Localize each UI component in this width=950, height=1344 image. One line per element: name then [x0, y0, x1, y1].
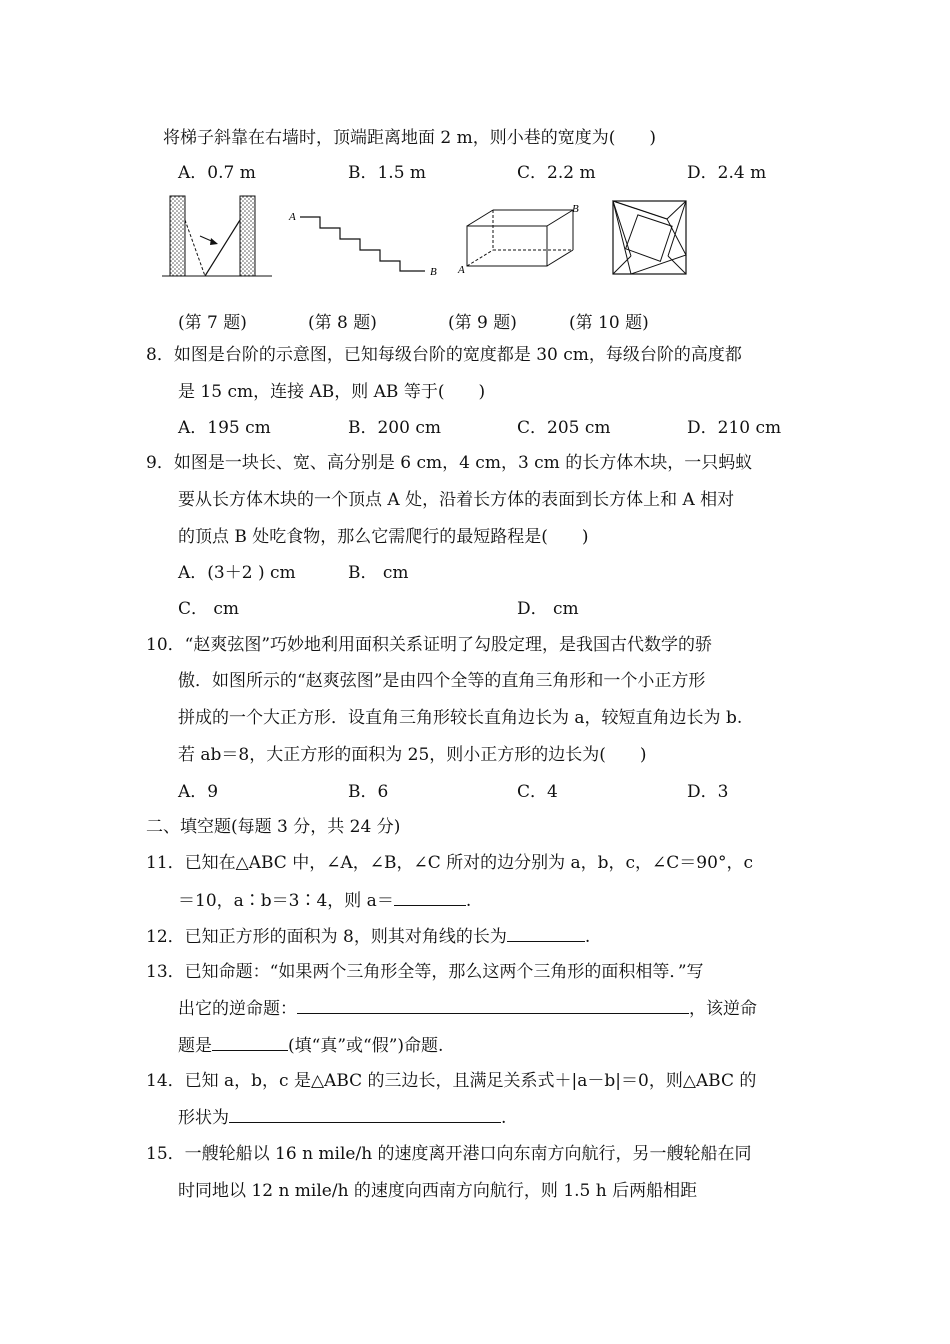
- q13-line1: 13．已知命题：“如果两个三角形全等，那么这两个三角形的面积相等．”写: [146, 962, 704, 982]
- right-wall: [240, 196, 255, 276]
- answer-blank: [394, 889, 466, 906]
- left-wall: [170, 196, 185, 276]
- q13-line3-end: (填“真”或“假”)命题.: [288, 1036, 444, 1056]
- q7-text: 将梯子斜靠在右墙时，顶端距离地面 2 m，则小巷的宽度为( ): [163, 128, 657, 148]
- answer-blank: [229, 1106, 501, 1123]
- q14-line2-text: 形状为: [178, 1108, 229, 1128]
- q7-option-d: D．2.4 m: [687, 163, 767, 183]
- q8-option-d: D．210 cm: [687, 418, 782, 438]
- q11-line2-text: ＝10，a∶b＝3∶4，则 a＝: [178, 891, 394, 911]
- q10-line4: 若 ab＝8，大正方形的面积为 25，则小正方形的边长为( ): [178, 745, 647, 765]
- q14-line1: 14．已知 a，b，c 是△ABC 的三边长，且满足关系式＋|a－b|＝0，则△ABC 的: [146, 1071, 757, 1091]
- q11-line1: 11．已知在△ABC 中，∠A，∠B，∠C 所对的边分别为 a，b，c，∠C＝90°，c: [146, 853, 753, 873]
- q7-option-c: C．2.2 m: [517, 163, 596, 183]
- q8-option-c: C．205 cm: [517, 418, 611, 438]
- q10-option-a: A．9: [178, 782, 219, 802]
- q15-line1: 15．一艘轮船以 16 n mile/h 的速度离开港口向东南方向航行，另一艘轮船在同: [146, 1144, 752, 1164]
- q14-line2: [178, 1106, 506, 1129]
- cuboid-figure: [455, 198, 590, 280]
- q8-line2: 是 15 cm，连接 AB，则 AB 等于( ): [178, 382, 486, 402]
- q13-line3: [178, 1034, 443, 1057]
- q13-line2: [178, 997, 757, 1020]
- q13-line2-end: ，该逆命: [689, 999, 757, 1019]
- ladder-left-position: [185, 220, 205, 276]
- q7-option-b: B．1.5 m: [348, 163, 427, 183]
- stairs-figure: [285, 205, 445, 280]
- q11-line2-end: .: [465, 891, 472, 911]
- cuboid-label-b: B: [572, 203, 579, 215]
- q12-line: [146, 925, 590, 948]
- q9-line1: 9．如图是一块长、宽、高分别是 6 cm，4 cm，3 cm 的长方体木块，一只蚂蚁: [146, 453, 753, 473]
- q10-option-c: C．4: [517, 782, 558, 802]
- q8-option-a: A．195 cm: [178, 418, 271, 438]
- caption-fig9: (第 9 题): [448, 313, 517, 333]
- q10-option-b: B．6: [348, 782, 389, 802]
- answer-blank: [297, 997, 689, 1014]
- q10-line3: 拼成的一个大正方形．设直角三角形较长直角边长为 a，较短直角边长为 b.: [178, 708, 743, 728]
- q11-line2: [178, 889, 471, 912]
- q9-line2: 要从长方体木块的一个顶点 A 处，沿着长方体的表面到长方体上和 A 相对: [178, 490, 735, 510]
- answer-blank: [212, 1034, 288, 1051]
- ladder-right-position: [205, 220, 240, 276]
- stairs-label-b: B: [430, 266, 437, 278]
- q13-line2-text: 出它的逆命题：: [178, 999, 297, 1019]
- q7-option-a: A．0.7 m: [178, 163, 256, 183]
- cuboid-label-a: A: [458, 264, 465, 276]
- q9-line3: 的顶点 B 处吃食物，那么它需爬行的最短路程是( ): [178, 527, 589, 547]
- answer-blank: [507, 925, 585, 942]
- q12-text: 12．已知正方形的面积为 8，则其对角线的长为: [146, 927, 507, 947]
- q9-option-d: D． cm: [517, 599, 579, 619]
- zhao-shuang-figure: [610, 198, 690, 278]
- q13-line3-text: 题是: [178, 1036, 212, 1056]
- section-heading: 二、填空题(每题 3 分，共 24 分): [146, 817, 401, 837]
- caption-fig10: (第 10 题): [569, 313, 649, 333]
- q8-line1: 8．如图是台阶的示意图，已知每级台阶的宽度都是 30 cm，每级台阶的高度都: [146, 345, 742, 365]
- caption-fig7: (第 7 题): [178, 313, 247, 333]
- q14-line2-end: .: [501, 1108, 507, 1128]
- q9-option-a: A．(3＋2 ) cm: [178, 563, 296, 583]
- q12-end: .: [584, 927, 591, 947]
- alley-ladder-figure: [160, 190, 280, 280]
- caption-fig8: (第 8 题): [308, 313, 377, 333]
- q10-option-d: D．3: [687, 782, 729, 802]
- q8-option-b: B．200 cm: [348, 418, 441, 438]
- q10-line1: 10．“赵爽弦图”巧妙地利用面积关系证明了勾股定理，是我国古代数学的骄: [146, 635, 713, 655]
- q15-line2: 时同地以 12 n mile/h 的速度向西南方向航行，则 1.5 h 后两船相距: [178, 1181, 698, 1201]
- q9-option-c: C． cm: [178, 599, 240, 619]
- stairs-label-a: A: [289, 211, 296, 223]
- q10-line2: 傲．如图所示的“赵爽弦图”是由四个全等的直角三角形和一个小正方形: [178, 671, 706, 691]
- q9-option-b: B． cm: [348, 563, 409, 583]
